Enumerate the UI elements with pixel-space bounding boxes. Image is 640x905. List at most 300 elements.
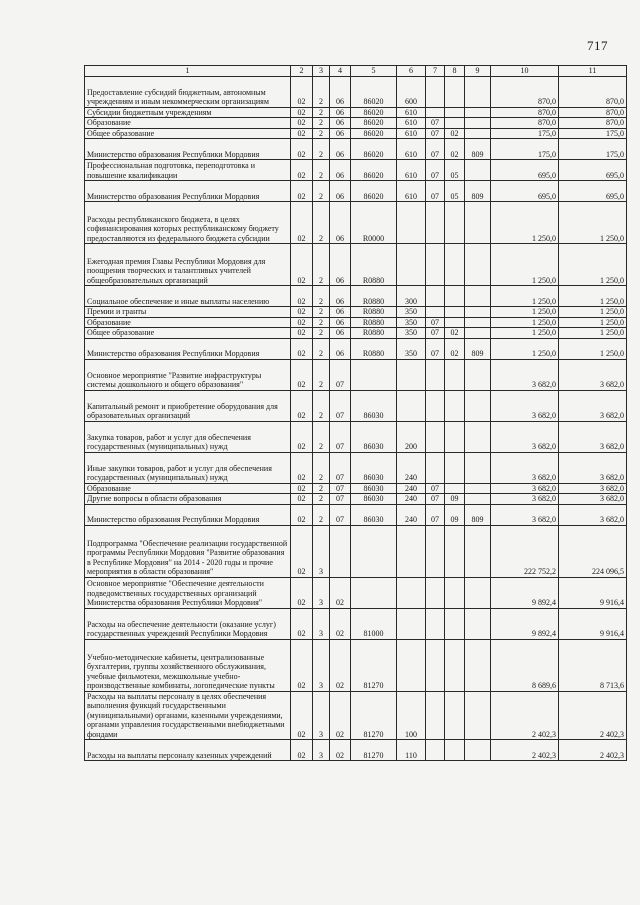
code-c3: 2 [313, 452, 330, 483]
code-c8 [445, 107, 465, 118]
code-c4: 06 [330, 328, 351, 339]
row-name: Другие вопросы в области образования [85, 494, 291, 505]
table-row [85, 525, 627, 577]
code-c5: 81270 [351, 691, 397, 740]
amount-col10: 695,0 [491, 181, 559, 202]
code-c3: 3 [313, 740, 330, 761]
code-c9 [465, 317, 491, 328]
amount-col11: 695,0 [559, 181, 627, 202]
code-c2: 02 [291, 317, 313, 328]
row-name: Социальное обеспечение и иные выплаты населению [85, 286, 291, 307]
row-name: Образование [85, 317, 291, 328]
code-c2: 02 [291, 525, 313, 577]
code-c4: 07 [330, 504, 351, 525]
table-row [85, 317, 627, 328]
code-c6: 610 [397, 181, 426, 202]
table-row [85, 338, 627, 359]
code-c3: 2 [313, 181, 330, 202]
code-c7: 07 [426, 328, 445, 339]
code-c7: 07 [426, 128, 445, 139]
amount-col11: 175,0 [559, 139, 627, 160]
code-c2: 02 [291, 76, 313, 107]
code-c3: 2 [313, 107, 330, 118]
row-name: Закупка товаров, работ и услуг для обеспечения государственных (муниципальных) нужд [85, 421, 291, 452]
code-c2: 02 [291, 328, 313, 339]
row-name: Иные закупки товаров, работ и услуг для обеспечения государственных (муниципальных) нужд [85, 452, 291, 483]
code-c4: 07 [330, 359, 351, 390]
table-row [85, 76, 627, 107]
code-c8: 02 [445, 139, 465, 160]
code-c3: 2 [313, 244, 330, 286]
code-c8 [445, 639, 465, 691]
page-number: 717 [587, 38, 608, 53]
code-c3: 3 [313, 577, 330, 608]
code-c3: 3 [313, 608, 330, 639]
amount-col10: 3 682,0 [491, 452, 559, 483]
code-c3: 3 [313, 639, 330, 691]
code-c2: 02 [291, 139, 313, 160]
code-c7 [426, 691, 445, 740]
code-c8: 02 [445, 128, 465, 139]
code-c9 [465, 740, 491, 761]
amount-col11: 2 402,3 [559, 691, 627, 740]
code-c5: 86020 [351, 76, 397, 107]
code-c9: 809 [465, 181, 491, 202]
code-c5: 86020 [351, 118, 397, 129]
code-c2: 02 [291, 160, 313, 181]
code-c5: 86020 [351, 107, 397, 118]
code-c9 [465, 286, 491, 307]
code-c8 [445, 359, 465, 390]
code-c8 [445, 307, 465, 318]
code-c9 [465, 76, 491, 107]
code-c7 [426, 608, 445, 639]
code-c9 [465, 128, 491, 139]
amount-col11: 1 250,0 [559, 338, 627, 359]
amount-col10: 222 752,2 [491, 525, 559, 577]
column-header-3: 3 [313, 66, 330, 77]
column-header-7: 7 [426, 66, 445, 77]
amount-col11: 1 250,0 [559, 307, 627, 318]
code-c3: 2 [313, 359, 330, 390]
amount-col11: 1 250,0 [559, 244, 627, 286]
table-row [85, 160, 627, 181]
code-c9 [465, 244, 491, 286]
row-name: Министерство образования Республики Мордовия [85, 504, 291, 525]
code-c8: 02 [445, 338, 465, 359]
amount-col11: 224 096,5 [559, 525, 627, 577]
code-c4: 06 [330, 286, 351, 307]
row-name: Предоставление субсидий бюджетным, автономным учреждениям и иным некоммерческим организациям [85, 76, 291, 107]
amount-col11: 9 916,4 [559, 608, 627, 639]
row-name: Расходы на выплаты персоналу казенных учреждений [85, 740, 291, 761]
code-c9 [465, 525, 491, 577]
code-c5 [351, 577, 397, 608]
code-c2: 02 [291, 181, 313, 202]
code-c6 [397, 525, 426, 577]
code-c3: 2 [313, 76, 330, 107]
code-c3: 2 [313, 128, 330, 139]
code-c6: 200 [397, 421, 426, 452]
table-row [85, 139, 627, 160]
code-c2: 02 [291, 691, 313, 740]
code-c5: R0880 [351, 286, 397, 307]
code-c2: 02 [291, 608, 313, 639]
code-c8: 09 [445, 504, 465, 525]
code-c3: 2 [313, 338, 330, 359]
code-c7: 07 [426, 181, 445, 202]
column-header-11: 11 [559, 66, 627, 77]
table-row [85, 421, 627, 452]
code-c6: 240 [397, 494, 426, 505]
code-c2: 02 [291, 286, 313, 307]
code-c8 [445, 452, 465, 483]
code-c5: 86030 [351, 390, 397, 421]
code-c2: 02 [291, 740, 313, 761]
row-name: Министерство образования Республики Мордовия [85, 338, 291, 359]
code-c7 [426, 390, 445, 421]
amount-col11: 695,0 [559, 160, 627, 181]
column-header-6: 6 [397, 66, 426, 77]
code-c7 [426, 577, 445, 608]
code-c6 [397, 577, 426, 608]
code-c2: 02 [291, 452, 313, 483]
code-c6: 610 [397, 128, 426, 139]
code-c2: 02 [291, 244, 313, 286]
code-c7 [426, 525, 445, 577]
row-name: Подпрограмма "Обеспечение реализации государственной программы Республики Мордовия "Развитие образования в Республике Мордовия" на 2014 - 2020 годы и прочие мероприятия в области образования" [85, 525, 291, 577]
table-row [85, 740, 627, 761]
amount-col10: 3 682,0 [491, 390, 559, 421]
amount-col10: 1 250,0 [491, 338, 559, 359]
code-c3: 2 [313, 483, 330, 494]
column-header-10: 10 [491, 66, 559, 77]
amount-col10: 2 402,3 [491, 691, 559, 740]
code-c4: 06 [330, 338, 351, 359]
code-c4: 06 [330, 181, 351, 202]
code-c3: 2 [313, 317, 330, 328]
code-c8 [445, 421, 465, 452]
amount-col10: 3 682,0 [491, 494, 559, 505]
code-c2: 02 [291, 107, 313, 118]
code-c4: 07 [330, 483, 351, 494]
code-c7 [426, 452, 445, 483]
code-c9 [465, 452, 491, 483]
code-c9: 809 [465, 338, 491, 359]
code-c4: 06 [330, 244, 351, 286]
code-c8: 09 [445, 494, 465, 505]
column-header-1: 1 [85, 66, 291, 77]
code-c5: 86030 [351, 504, 397, 525]
code-c4: 02 [330, 740, 351, 761]
code-c5: 86030 [351, 452, 397, 483]
code-c7 [426, 107, 445, 118]
code-c9 [465, 608, 491, 639]
column-header-4: 4 [330, 66, 351, 77]
code-c6: 610 [397, 160, 426, 181]
code-c8 [445, 286, 465, 307]
code-c4: 07 [330, 421, 351, 452]
table-row [85, 202, 627, 244]
row-name: Образование [85, 118, 291, 129]
table-row [85, 390, 627, 421]
row-name: Расходы республиканского бюджета, в целях софинансирования которых республиканскому бюджету предоставляются из федерального бюджета субсидии [85, 202, 291, 244]
row-name: Профессиональная подготовка, переподготовка и повышение квалификации [85, 160, 291, 181]
amount-col10: 1 250,0 [491, 307, 559, 318]
code-c7: 07 [426, 139, 445, 160]
table-row [85, 691, 627, 740]
table-row [85, 504, 627, 525]
amount-col11: 3 682,0 [559, 421, 627, 452]
table-row [85, 359, 627, 390]
code-c4: 06 [330, 139, 351, 160]
code-c4 [330, 525, 351, 577]
code-c7: 07 [426, 317, 445, 328]
amount-col11: 1 250,0 [559, 328, 627, 339]
code-c3: 3 [313, 525, 330, 577]
code-c5: R0880 [351, 244, 397, 286]
code-c9 [465, 639, 491, 691]
code-c2: 02 [291, 128, 313, 139]
code-c8 [445, 202, 465, 244]
code-c3: 2 [313, 160, 330, 181]
code-c2: 02 [291, 118, 313, 129]
amount-col11: 1 250,0 [559, 286, 627, 307]
amount-col11: 2 402,3 [559, 740, 627, 761]
amount-col10: 175,0 [491, 128, 559, 139]
code-c8 [445, 118, 465, 129]
code-c6 [397, 639, 426, 691]
amount-col11: 1 250,0 [559, 202, 627, 244]
code-c4: 02 [330, 639, 351, 691]
code-c4: 06 [330, 107, 351, 118]
code-c7: 07 [426, 504, 445, 525]
amount-col11: 1 250,0 [559, 317, 627, 328]
column-header-8: 8 [445, 66, 465, 77]
code-c9 [465, 107, 491, 118]
amount-col10: 1 250,0 [491, 328, 559, 339]
code-c5: 81270 [351, 639, 397, 691]
code-c9 [465, 494, 491, 505]
code-c6: 600 [397, 76, 426, 107]
amount-col11: 175,0 [559, 128, 627, 139]
code-c9 [465, 691, 491, 740]
table-row [85, 494, 627, 505]
row-name: Расходы на выплаты персоналу в целях обеспечения выполнения функций государственными (муниципальными) органами, казенными учреждениями, органами управления государственными внебюджетными фондами [85, 691, 291, 740]
code-c4: 02 [330, 608, 351, 639]
amount-col10: 695,0 [491, 160, 559, 181]
code-c7 [426, 307, 445, 318]
budget-table [84, 65, 627, 761]
table-row [85, 608, 627, 639]
table-row [85, 128, 627, 139]
code-c3: 2 [313, 307, 330, 318]
code-c3: 2 [313, 494, 330, 505]
row-name: Учебно-методические кабинеты, централизованные бухгалтерии, группы хозяйственного обслуживания, учебные фильмотеки, межшкольные учебно-производственные комбинаты, логопедические пункты [85, 639, 291, 691]
amount-col10: 1 250,0 [491, 286, 559, 307]
code-c5: R0000 [351, 202, 397, 244]
code-c8 [445, 244, 465, 286]
code-c7 [426, 740, 445, 761]
code-c3: 2 [313, 139, 330, 160]
table-row [85, 307, 627, 318]
code-c6 [397, 608, 426, 639]
table-row [85, 107, 627, 118]
code-c9 [465, 577, 491, 608]
amount-col10: 3 682,0 [491, 504, 559, 525]
code-c7 [426, 421, 445, 452]
code-c4: 06 [330, 118, 351, 129]
amount-col10: 8 689,6 [491, 639, 559, 691]
code-c3: 2 [313, 202, 330, 244]
code-c8: 05 [445, 181, 465, 202]
code-c6: 110 [397, 740, 426, 761]
code-c4: 06 [330, 76, 351, 107]
amount-col11: 870,0 [559, 76, 627, 107]
code-c8 [445, 317, 465, 328]
code-c4: 06 [330, 160, 351, 181]
row-name: Субсидии бюджетным учреждениям [85, 107, 291, 118]
amount-col10: 870,0 [491, 76, 559, 107]
code-c4: 06 [330, 307, 351, 318]
amount-col11: 870,0 [559, 107, 627, 118]
code-c4: 07 [330, 452, 351, 483]
table-row [85, 452, 627, 483]
row-name: Расходы на обеспечение деятельности (оказание услуг) государственных учреждений Республики Мордовия [85, 608, 291, 639]
amount-col10: 9 892,4 [491, 577, 559, 608]
code-c6 [397, 202, 426, 244]
code-c2: 02 [291, 202, 313, 244]
row-name: Министерство образования Республики Мордовия [85, 139, 291, 160]
code-c3: 2 [313, 328, 330, 339]
code-c9 [465, 160, 491, 181]
code-c6: 240 [397, 483, 426, 494]
amount-col11: 870,0 [559, 118, 627, 129]
code-c8 [445, 608, 465, 639]
code-c3: 2 [313, 286, 330, 307]
code-c6: 240 [397, 452, 426, 483]
code-c9 [465, 328, 491, 339]
table-row [85, 639, 627, 691]
code-c6: 610 [397, 139, 426, 160]
code-c4: 06 [330, 202, 351, 244]
amount-col10: 3 682,0 [491, 421, 559, 452]
table-row [85, 118, 627, 129]
code-c2: 02 [291, 494, 313, 505]
code-c8: 05 [445, 160, 465, 181]
code-c7: 07 [426, 118, 445, 129]
code-c9 [465, 483, 491, 494]
code-c8 [445, 76, 465, 107]
code-c3: 2 [313, 390, 330, 421]
amount-col10: 870,0 [491, 118, 559, 129]
code-c2: 02 [291, 483, 313, 494]
table-row [85, 483, 627, 494]
table-row [85, 577, 627, 608]
code-c5: 86020 [351, 181, 397, 202]
code-c6 [397, 390, 426, 421]
code-c2: 02 [291, 577, 313, 608]
code-c5: 86020 [351, 139, 397, 160]
amount-col10: 1 250,0 [491, 202, 559, 244]
code-c7: 07 [426, 160, 445, 181]
code-c4: 06 [330, 317, 351, 328]
header-row [85, 66, 627, 77]
code-c9: 809 [465, 504, 491, 525]
table-row [85, 328, 627, 339]
code-c5: R0880 [351, 328, 397, 339]
code-c8 [445, 390, 465, 421]
amount-col11: 9 916,4 [559, 577, 627, 608]
code-c2: 02 [291, 307, 313, 318]
code-c5: R0880 [351, 338, 397, 359]
code-c5: 86030 [351, 483, 397, 494]
row-name: Основное мероприятие "Развитие инфраструктуры системы дошкольного и общего образования" [85, 359, 291, 390]
amount-col11: 3 682,0 [559, 494, 627, 505]
code-c5 [351, 525, 397, 577]
code-c8 [445, 577, 465, 608]
code-c5: 81000 [351, 608, 397, 639]
code-c9 [465, 359, 491, 390]
code-c2: 02 [291, 421, 313, 452]
amount-col11: 3 682,0 [559, 483, 627, 494]
amount-col11: 3 682,0 [559, 452, 627, 483]
code-c7 [426, 639, 445, 691]
code-c8 [445, 691, 465, 740]
column-header-5: 5 [351, 66, 397, 77]
table-body [85, 76, 627, 761]
code-c6: 240 [397, 504, 426, 525]
code-c5: 86020 [351, 160, 397, 181]
code-c4: 07 [330, 494, 351, 505]
code-c8 [445, 525, 465, 577]
table-row [85, 244, 627, 286]
amount-col10: 1 250,0 [491, 244, 559, 286]
code-c3: 2 [313, 421, 330, 452]
code-c6: 300 [397, 286, 426, 307]
code-c5: R0880 [351, 307, 397, 318]
amount-col10: 9 892,4 [491, 608, 559, 639]
amount-col11: 3 682,0 [559, 359, 627, 390]
code-c6 [397, 359, 426, 390]
code-c5: 86030 [351, 421, 397, 452]
amount-col11: 3 682,0 [559, 504, 627, 525]
code-c4: 07 [330, 390, 351, 421]
amount-col10: 870,0 [491, 107, 559, 118]
row-name: Общее образование [85, 128, 291, 139]
amount-col10: 3 682,0 [491, 483, 559, 494]
code-c2: 02 [291, 639, 313, 691]
code-c5: 86020 [351, 128, 397, 139]
code-c6 [397, 244, 426, 286]
amount-col10: 1 250,0 [491, 317, 559, 328]
code-c6: 350 [397, 338, 426, 359]
amount-col11: 8 713,6 [559, 639, 627, 691]
code-c2: 02 [291, 504, 313, 525]
table-row [85, 286, 627, 307]
amount-col10: 175,0 [491, 139, 559, 160]
code-c7 [426, 76, 445, 107]
code-c4: 02 [330, 577, 351, 608]
code-c6: 350 [397, 307, 426, 318]
code-c2: 02 [291, 390, 313, 421]
code-c7: 07 [426, 494, 445, 505]
row-name: Ежегодная премия Главы Республики Мордовия для поощрения творческих и талантливых учителей общеобразовательных организаций [85, 244, 291, 286]
code-c7: 07 [426, 338, 445, 359]
code-c9: 809 [465, 139, 491, 160]
code-c6: 350 [397, 317, 426, 328]
row-name: Основное мероприятие "Обеспечение деятельности подведомственных государственных организаций Министерства образования Республики Мордовия" [85, 577, 291, 608]
